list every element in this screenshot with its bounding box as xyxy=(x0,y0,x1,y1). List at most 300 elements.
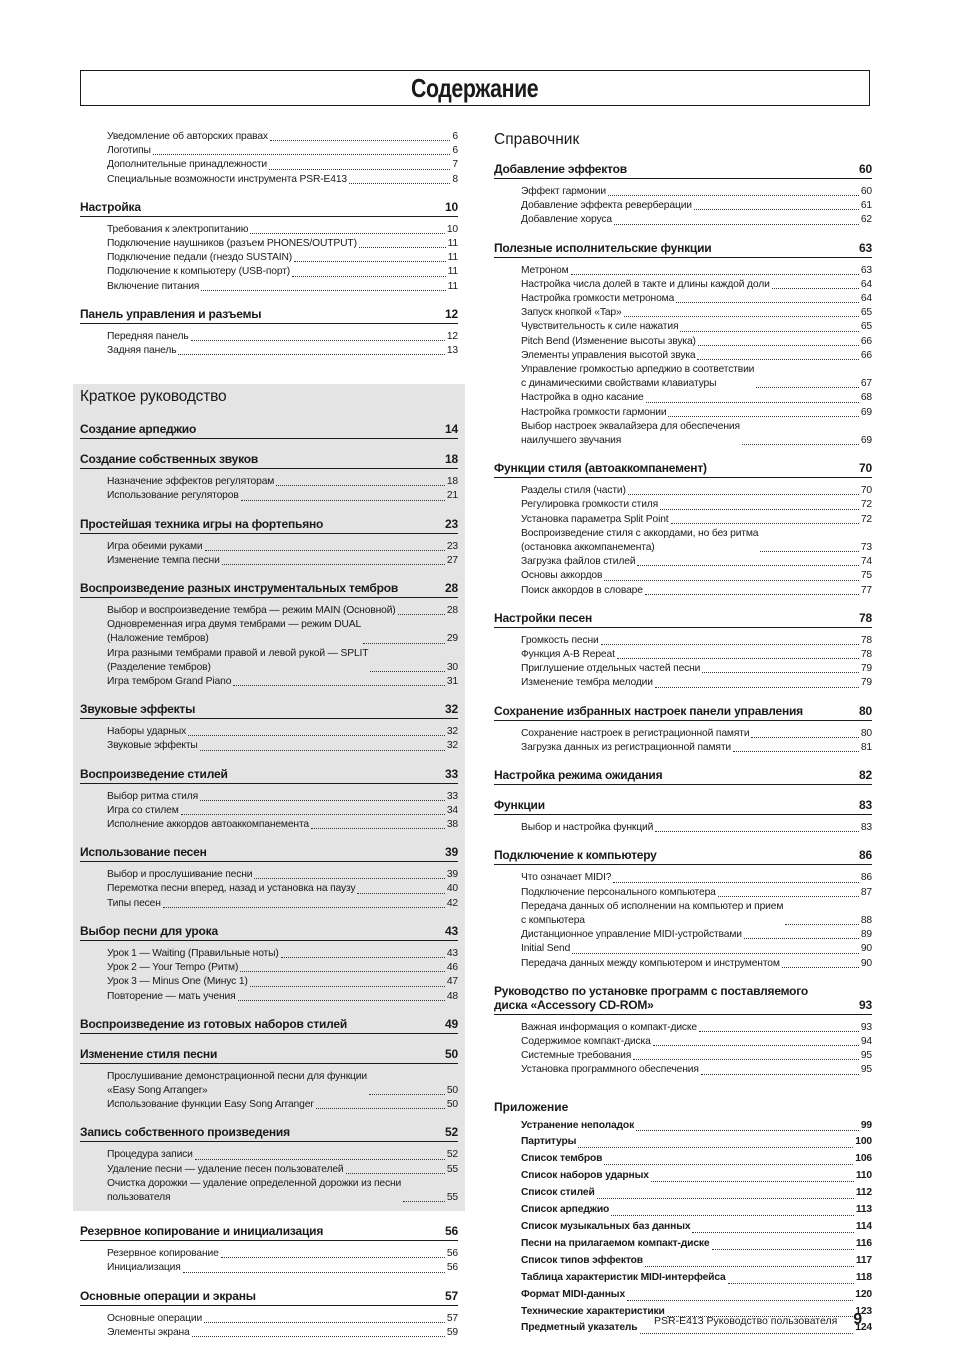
toc-entry-page: 6 xyxy=(452,131,458,142)
toc-entry xyxy=(521,1063,872,1077)
toc-leader-dots xyxy=(671,523,859,524)
toc-leader-dots xyxy=(269,169,450,170)
toc-entry-page: 73 xyxy=(860,542,872,554)
toc-entry xyxy=(521,1118,872,1135)
toc-entry xyxy=(107,804,458,818)
toc-entry-page: 11 xyxy=(447,266,458,278)
toc-section xyxy=(494,704,872,755)
toc-entry xyxy=(521,199,872,213)
toc-leader-dots xyxy=(611,1215,854,1216)
toc-entry xyxy=(521,662,872,676)
toc-entry-page: 32 xyxy=(446,726,458,738)
toc-entry-page: 7 xyxy=(452,159,458,171)
toc-leader-dots xyxy=(712,1249,854,1250)
toc-entry-page: 50 xyxy=(446,1099,458,1111)
toc-entry-title: Выбор и настройка функций xyxy=(521,822,654,834)
toc-leader-dots xyxy=(571,274,859,275)
toc-entry-title: Список наборов ударных xyxy=(521,1170,649,1182)
toc-section-title: Настройка xyxy=(80,199,141,214)
toc-entry-title: Основные операции xyxy=(107,1312,203,1324)
toc-entry-title: Урок 3 — Minus One (Минус 1) xyxy=(107,976,248,988)
toc-leader-dots xyxy=(627,1300,853,1301)
toc-entry xyxy=(107,540,458,554)
toc-entry-title: Устранение неполадок xyxy=(521,1119,635,1131)
toc-leader-dots xyxy=(744,938,859,939)
toc-entry-page: 65 xyxy=(860,307,872,319)
toc-leader-dots xyxy=(676,302,859,303)
toc-leader-dots xyxy=(241,500,445,501)
toc-leader-dots xyxy=(760,551,858,552)
toc-section-heading xyxy=(80,924,458,941)
toc-entry-title: Подключение персонального компьютера xyxy=(521,886,716,898)
toc-entry-page: 29 xyxy=(446,633,458,645)
toc-leader-dots xyxy=(195,1159,445,1160)
toc-leader-dots xyxy=(651,1181,854,1182)
toc-entry xyxy=(521,676,872,690)
toc-entry-page: 28 xyxy=(446,605,458,617)
toc-entry xyxy=(521,1185,872,1202)
toc-section-heading xyxy=(494,611,872,628)
toc-entry-title: Запуск кнопкой «Tap» xyxy=(521,307,622,319)
toc-entry xyxy=(107,975,458,989)
toc-entry-page: 11 xyxy=(447,280,458,292)
toc-entry xyxy=(521,821,872,835)
toc-entry-page: 87 xyxy=(860,886,872,898)
toc-entry-page: 32 xyxy=(446,740,458,752)
toc-section-title: Простейшая техника игры на фортепьяно xyxy=(80,516,324,531)
toc-leader-dots xyxy=(624,316,859,317)
toc-entry xyxy=(521,278,872,292)
toc-section-page: 12 xyxy=(445,306,458,321)
toc-entry-title: Передняя панель xyxy=(107,330,189,342)
toc-leader-dots xyxy=(702,672,859,673)
toc-section xyxy=(80,452,458,503)
toc-entry-page: 60 xyxy=(860,186,872,197)
toc-leader-dots xyxy=(204,1322,445,1323)
page-footer xyxy=(654,1311,862,1329)
toc-leader-dots xyxy=(359,247,446,248)
toc-entry-page: 116 xyxy=(855,1237,872,1249)
toc-entry-page: 78 xyxy=(860,649,872,661)
toc-section-page: 14 xyxy=(445,422,458,437)
toc-entry-page: 113 xyxy=(855,1204,872,1216)
toc-entry-page: 66 xyxy=(860,335,872,347)
toc-entry xyxy=(521,634,872,648)
toc-leader-dots xyxy=(276,485,445,486)
toc-section xyxy=(80,1047,458,1113)
toc-entry-title: Изменение тембра мелодии xyxy=(521,677,653,689)
toc-entry-title: Список арпеджио xyxy=(521,1204,610,1216)
toc-entry-title: Сохранение настроек в регистрационной памяти xyxy=(521,727,750,739)
toc-entry-title: Звуковые эффекты xyxy=(107,740,198,752)
toc-entry-page: 86 xyxy=(860,872,872,884)
toc-entry xyxy=(107,251,458,265)
toc-entry xyxy=(521,1236,872,1253)
toc-leader-dots xyxy=(370,671,444,672)
toc-entry xyxy=(107,1247,458,1261)
toc-entry xyxy=(521,569,872,583)
toc-section-heading xyxy=(494,461,872,478)
toc-leader-dots xyxy=(608,195,859,196)
toc-entry-title: Функция A-B Repeat xyxy=(521,649,615,661)
toc-entry xyxy=(521,1253,872,1270)
toc-entry xyxy=(107,1312,458,1326)
toc-entry xyxy=(521,1049,872,1063)
toc-entry-title: Регулировка громкости стиля xyxy=(521,499,659,511)
toc-entry-title: Приглушение отдельных частей песни xyxy=(521,663,701,675)
toc-entry-page: 62 xyxy=(860,214,872,226)
toc-leader-dots xyxy=(250,233,445,234)
toc-entry-title: Чувствительность к силе нажатия xyxy=(521,321,679,333)
toc-entry-page: 80 xyxy=(860,727,872,739)
toc-entry xyxy=(521,527,872,555)
toc-section-heading xyxy=(80,1125,458,1142)
toc-entry-title: Перемотка песни вперед, назад и установка на паузу xyxy=(107,883,356,895)
toc-entry xyxy=(107,1098,458,1112)
toc-leader-dots xyxy=(628,494,859,495)
page-title: Содержание xyxy=(411,72,539,103)
toc-entry xyxy=(521,555,872,569)
toc-section-heading xyxy=(494,241,872,258)
toc-entry xyxy=(107,1261,458,1275)
toc-entry-title: Наборы ударных xyxy=(107,726,187,738)
toc-entry xyxy=(521,306,872,320)
toc-leader-dots xyxy=(178,354,444,355)
toc-leader-dots xyxy=(153,154,451,155)
toc-entry xyxy=(107,882,458,896)
toc-entry-title: Типы песен xyxy=(107,897,161,909)
toc-entry-page: 55 xyxy=(446,1191,458,1203)
toc-entry xyxy=(521,957,872,971)
toc-leader-dots xyxy=(655,831,859,832)
toc-section-title: Запись собственного произведения xyxy=(80,1125,290,1140)
toc-section-page: 70 xyxy=(859,461,872,476)
toc-leader-dots xyxy=(163,907,445,908)
toc-entry-page: 52 xyxy=(446,1149,458,1161)
toc-section xyxy=(494,984,872,1078)
toc-entry-page: 46 xyxy=(446,962,458,974)
quick-guide-title: Краткое руководство xyxy=(80,388,227,406)
toc-entry-title: Настройка в одно касание xyxy=(521,392,644,404)
right-column xyxy=(494,128,872,1337)
toc-leader-dots xyxy=(311,828,445,829)
toc-entry xyxy=(521,292,872,306)
toc-entry xyxy=(107,947,458,961)
toc-entry-page: 78 xyxy=(860,634,872,646)
toc-entry-title: Инициализация xyxy=(107,1262,181,1274)
toc-entry-page: 118 xyxy=(855,1271,872,1283)
toc-entry-page: 72 xyxy=(860,513,872,525)
toc-section-heading xyxy=(80,767,458,784)
toc-entry xyxy=(521,1134,872,1151)
toc-entry-page: 67 xyxy=(860,378,872,390)
toc-entry-title: Элементы экрана xyxy=(107,1326,190,1338)
toc-entry-page: 50 xyxy=(446,1084,458,1096)
toc-entry-page: 72 xyxy=(860,499,872,511)
toc-entry-title: Таблица характеристик MIDI-интерфейса xyxy=(521,1271,726,1283)
toc-entry-page: 11 xyxy=(447,252,458,264)
toc-entry xyxy=(521,1021,872,1035)
toc-entry-page: 64 xyxy=(860,293,872,305)
toc-entry-page: 38 xyxy=(446,819,458,831)
toc-entry xyxy=(521,1270,872,1287)
toc-entry-page: 106 xyxy=(855,1153,872,1165)
toc-entry xyxy=(521,391,872,405)
toc-section-page: 32 xyxy=(445,702,458,717)
toc-entry-title: Урок 1 — Waiting (Правильные ноты) xyxy=(107,947,279,959)
toc-section-page: 39 xyxy=(445,845,458,860)
toc-entry-title: Управление громкостью арпеджио в соответствии с динамическими свойствами клавиатуры xyxy=(521,364,755,390)
toc-entry-page: 21 xyxy=(446,490,458,502)
toc-entry xyxy=(107,130,458,144)
toc-entry-title: Использование функции Easy Song Arranger xyxy=(107,1099,314,1111)
toc-entry xyxy=(107,868,458,882)
toc-entry-page: 93 xyxy=(860,1021,872,1033)
toc-entry-title: Подключение к компьютеру (USB-порт) xyxy=(107,266,291,278)
toc-section-heading xyxy=(494,704,872,721)
toc-entry xyxy=(107,237,458,251)
toc-entry xyxy=(107,1148,458,1162)
toc-entry-title: Исполнение аккордов автоаккомпанемента xyxy=(107,819,309,831)
toc-entry-title: Предметный указатель xyxy=(521,1322,638,1334)
toc-entry-page: 66 xyxy=(860,349,872,361)
toc-entry-title: Процедура записи xyxy=(107,1149,193,1161)
toc-entry xyxy=(107,725,458,739)
toc-section-page: 28 xyxy=(445,581,458,596)
toc-entry-page: 74 xyxy=(860,556,872,568)
toc-entry xyxy=(107,675,458,689)
toc-section-page: 23 xyxy=(445,516,458,531)
toc-entry-page: 42 xyxy=(446,897,458,909)
toc-entry xyxy=(521,406,872,420)
toc-entry xyxy=(107,1070,458,1098)
toc-entry xyxy=(521,727,872,741)
toc-entry-title: Громкость песни xyxy=(521,634,599,646)
toc-leader-dots xyxy=(254,878,444,879)
toc-entry-page: 61 xyxy=(860,200,872,212)
toc-leader-dots xyxy=(660,509,859,510)
toc-entry xyxy=(521,1202,872,1219)
toc-entry-title: Игра обеими руками xyxy=(107,540,203,552)
toc-entry-title: Повторение — мать учения xyxy=(107,990,236,1002)
toc-section xyxy=(80,702,458,753)
toc-entry-title: Назначение эффектов регуляторам xyxy=(107,476,275,488)
toc-entry-title: Игра разными тембрами правой и левой рукой — SPLIT (Разделение тембров) xyxy=(107,647,369,673)
toc-section-heading xyxy=(494,798,872,815)
toc-section-title: Сохранение избранных настроек панели управления xyxy=(494,703,803,718)
toc-entry-page: 64 xyxy=(860,278,872,290)
toc-entry-page: 77 xyxy=(860,584,872,596)
toc-section xyxy=(80,307,458,358)
toc-section-title: Использование песен xyxy=(80,845,207,860)
toc-section-heading xyxy=(80,1047,458,1064)
toc-entry xyxy=(521,1168,872,1185)
toc-entry-title: Initial Send xyxy=(521,943,571,955)
toc-entry-page: 57 xyxy=(446,1312,458,1324)
toc-entry-title: Подключение педали (гнездо SUSTAIN) xyxy=(107,252,293,264)
toc-entry xyxy=(107,604,458,618)
toc-section xyxy=(80,845,458,911)
toc-entry-page: 110 xyxy=(855,1170,872,1182)
toc-leader-dots xyxy=(751,737,858,738)
toc-section-title: Добавление эффектов xyxy=(494,162,627,176)
toc-leader-dots xyxy=(728,1283,854,1284)
toc-entry-title: Метроном xyxy=(521,264,569,276)
toc-section-heading xyxy=(80,422,458,439)
toc-leader-dots xyxy=(694,209,859,210)
toc-entry xyxy=(521,213,872,227)
toc-leader-dots xyxy=(357,893,444,894)
toc-entry xyxy=(521,900,872,928)
toc-entry-title: Выбор и прослушивание песни xyxy=(107,869,253,881)
toc-entry xyxy=(107,280,458,294)
toc-entry xyxy=(107,344,458,358)
toc-section-page: 86 xyxy=(859,848,872,863)
toc-leader-dots xyxy=(613,882,858,883)
toc-leader-dots xyxy=(698,345,859,346)
toc-entry-page: 6 xyxy=(452,145,458,157)
toc-entry-page: 83 xyxy=(860,822,872,834)
toc-entry xyxy=(107,818,458,832)
toc-leader-dots xyxy=(742,444,859,445)
toc-entry xyxy=(107,173,458,187)
toc-entry-title: Загрузка файлов стилей xyxy=(521,556,636,568)
toc-entry-page: 123 xyxy=(855,1305,872,1317)
toc-entry-title: Передача данных об исполнении на компьютер и прием с компьютера xyxy=(521,900,784,926)
toc-entry-title: Настройка громкости гармонии xyxy=(521,406,667,418)
toc-entry-title: Установка параметра Split Point xyxy=(521,513,669,525)
toc-entry-title: Системные требования xyxy=(521,1050,632,1062)
toc-leader-dots xyxy=(640,1333,854,1334)
toc-entry-page: 33 xyxy=(446,790,458,802)
toc-section-page: 60 xyxy=(859,162,872,176)
toc-entry-title: Изменение темпа песни xyxy=(107,554,220,566)
toc-section xyxy=(494,162,872,228)
toc-entry-page: 95 xyxy=(860,1064,872,1076)
toc-section-title: Настройки песен xyxy=(494,610,593,625)
toc-leader-dots xyxy=(349,183,450,184)
toc-entry xyxy=(521,363,872,391)
toc-leader-dots xyxy=(636,1130,859,1131)
appendix-title: Приложение xyxy=(494,1099,569,1114)
toc-section-title: Панель управления и разъемы xyxy=(80,306,262,321)
toc-entry xyxy=(107,265,458,279)
toc-leader-dots xyxy=(572,953,859,954)
toc-entry-page: 79 xyxy=(860,677,872,689)
toc-section-page: 43 xyxy=(445,923,458,938)
toc-entry xyxy=(521,498,872,512)
toc-leader-dots xyxy=(292,276,446,277)
toc-entry-page: 12 xyxy=(446,330,458,342)
toc-entry-page: 88 xyxy=(860,914,872,926)
toc-leader-dots xyxy=(782,967,859,968)
toc-leader-dots xyxy=(645,594,859,595)
toc-section-page: 83 xyxy=(859,798,872,813)
toc-entry-page: 56 xyxy=(446,1262,458,1274)
toc-leader-dots xyxy=(270,140,450,141)
toc-leader-dots xyxy=(645,1266,854,1267)
toc-section xyxy=(80,924,458,1004)
toc-section-title: Воспроизведение стилей xyxy=(80,766,228,781)
toc-section xyxy=(80,767,458,833)
toc-leader-dots xyxy=(233,685,445,686)
toc-section-page: 49 xyxy=(445,1016,458,1031)
toc-entry-page: 55 xyxy=(446,1163,458,1175)
toc-entry-page: 95 xyxy=(860,1050,872,1062)
toc-leader-dots xyxy=(699,1031,859,1032)
toc-entry-page: 10 xyxy=(446,223,458,235)
toc-entry-page: 34 xyxy=(446,804,458,816)
toc-section-page: 80 xyxy=(859,703,872,718)
title-box xyxy=(80,70,870,106)
toc-entry xyxy=(107,618,458,646)
toc-entry xyxy=(521,741,872,755)
toc-entry xyxy=(107,158,458,172)
toc-leader-dots xyxy=(191,340,445,341)
toc-leader-dots xyxy=(597,1198,854,1199)
toc-entry xyxy=(107,739,458,753)
toc-entry-title: Технические характеристики xyxy=(521,1305,665,1317)
toc-entry-page: 75 xyxy=(860,570,872,582)
toc-entry-title: Игра тембром Grand Piano xyxy=(107,676,232,688)
toc-section-heading xyxy=(494,768,872,785)
toc-entry-title: Игра со стилем xyxy=(107,804,179,816)
toc-section-page: 33 xyxy=(445,766,458,781)
toc-entry-title: Специальные возможности инструмента PSR-E413 xyxy=(107,173,347,185)
toc-section-page: 18 xyxy=(445,452,458,467)
toc-section-page: 56 xyxy=(445,1224,458,1239)
toc-entry-title: Прослушивание демонстрационной песни для функции «Easy Song Arranger» xyxy=(107,1070,368,1096)
toc-entry-title: Список стилей xyxy=(521,1187,595,1199)
toc-entry-page: 114 xyxy=(855,1220,872,1232)
toc-entry xyxy=(521,420,872,448)
toc-entry xyxy=(521,942,872,956)
toc-entry-title: Партитуры xyxy=(521,1136,577,1148)
toc-leader-dots xyxy=(646,402,859,403)
toc-entry-page: 68 xyxy=(860,392,872,404)
toc-entry-page: 89 xyxy=(860,929,872,941)
toc-leader-dots xyxy=(718,896,859,897)
toc-leader-dots xyxy=(633,1059,859,1060)
toc-entry-title: Что означает MIDI? xyxy=(521,872,612,884)
toc-entry-title: Добавление хоруса xyxy=(521,214,612,226)
toc-entry xyxy=(521,513,872,527)
left-column xyxy=(80,128,458,1340)
toc-entry-page: 43 xyxy=(446,947,458,959)
toc-section xyxy=(80,1289,458,1340)
toc-entry xyxy=(521,264,872,278)
toc-entry-title: Разделы стиля (части) xyxy=(521,485,626,497)
toc-section-heading xyxy=(80,1289,458,1306)
toc-entry-title: Воспроизведение стиля с аккордами, но без ритма (остановка аккомпанемента) xyxy=(521,527,759,554)
setup-sections xyxy=(80,200,458,358)
toc-entry xyxy=(521,886,872,900)
toc-leader-dots xyxy=(614,224,859,225)
toc-entry-page: 13 xyxy=(446,345,458,357)
toc-section-page: 63 xyxy=(859,240,872,255)
toc-entry-title: Резервное копирование xyxy=(107,1248,219,1260)
toc-entry-title: Требования к электропитанию xyxy=(107,223,249,235)
toc-entry xyxy=(521,484,872,498)
toc-leader-dots xyxy=(200,750,445,751)
footer-manual-name: PSR-E413 Руководство пользователя xyxy=(654,1315,838,1327)
toc-leader-dots xyxy=(604,1164,853,1165)
toc-entry-title: Удаление песни — удаление песен пользователей xyxy=(107,1163,344,1175)
toc-section-title: Основные операции и экраны xyxy=(80,1288,256,1303)
toc-section-title: Выбор песни для урока xyxy=(80,923,218,938)
toc-leader-dots xyxy=(240,971,445,972)
toc-leader-dots xyxy=(637,565,858,566)
